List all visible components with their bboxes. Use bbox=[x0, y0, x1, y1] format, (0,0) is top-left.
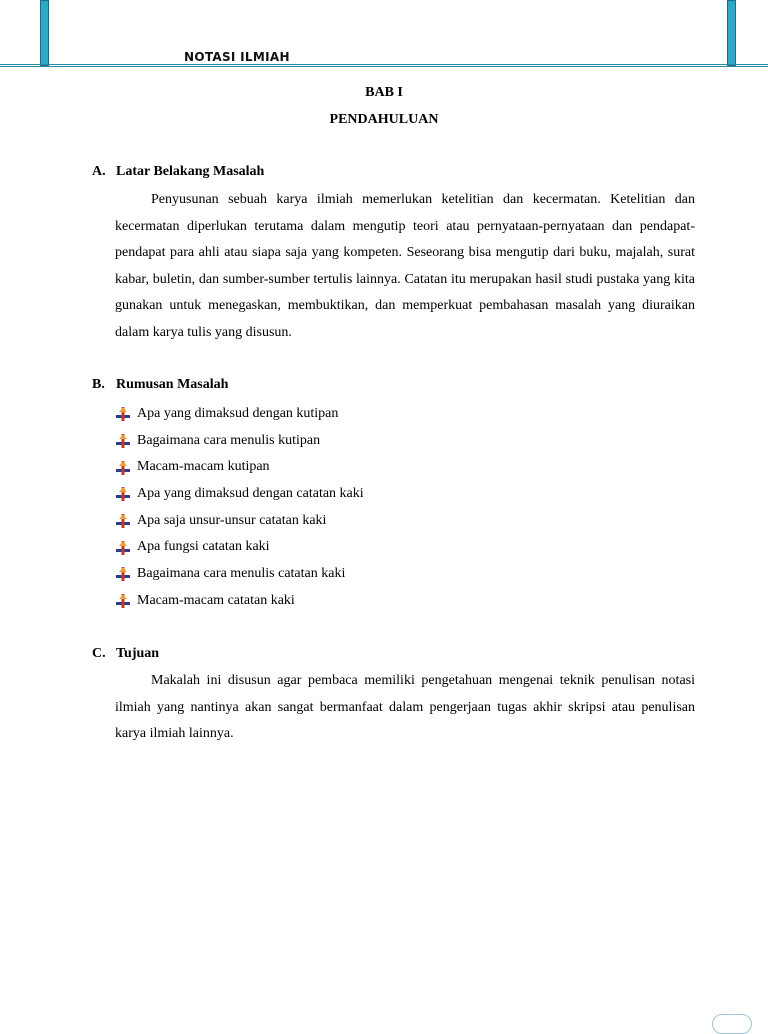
header-left-bar bbox=[40, 0, 49, 66]
section-c-title: Tujuan bbox=[116, 646, 160, 661]
chapter-title: PENDAHULUAN bbox=[329, 112, 439, 127]
list-item: Macam-macam kutipan bbox=[115, 454, 364, 481]
section-c-heading bbox=[92, 646, 159, 662]
arrow-bullet-icon bbox=[115, 460, 131, 476]
section-a-heading bbox=[92, 164, 264, 180]
header-rule-secondary bbox=[0, 66, 768, 67]
arrow-bullet-icon bbox=[115, 566, 131, 582]
arrow-bullet-icon bbox=[115, 406, 131, 422]
page-corner-ornament bbox=[712, 1014, 752, 1034]
arrow-bullet-icon bbox=[115, 513, 131, 529]
section-b-letter: B. bbox=[92, 377, 105, 392]
section-c-text: Makalah ini disusun agar pembaca memiliki pengetahuan mengenai teknik penulisan notasi ilmiah yang nantinya akan sangat bermanfaat dalam pengerjaan tugas akhir skripsi atau penulisan karya ilmiah lainnya. bbox=[115, 673, 695, 742]
list-item: Macam-macam catatan kaki bbox=[115, 588, 364, 615]
arrow-bullet-icon bbox=[115, 540, 131, 556]
section-a-letter: A. bbox=[92, 164, 106, 179]
list-item: Apa yang dimaksud dengan kutipan bbox=[115, 401, 364, 428]
list-item: Apa fungsi catatan kaki bbox=[115, 534, 364, 561]
header-rule bbox=[0, 64, 768, 65]
arrow-bullet-icon bbox=[115, 486, 131, 502]
list-item: Apa saja unsur-unsur catatan kaki bbox=[115, 508, 364, 535]
list-item: Bagaimana cara menulis catatan kaki bbox=[115, 561, 364, 588]
section-c-paragraph bbox=[115, 668, 695, 748]
list-item: Bagaimana cara menulis kutipan bbox=[115, 428, 364, 455]
section-b-heading bbox=[92, 377, 228, 393]
arrow-bullet-icon bbox=[115, 433, 131, 449]
section-a-title: Latar Belakang Masalah bbox=[116, 164, 265, 179]
section-a-paragraph bbox=[115, 187, 695, 347]
problem-list bbox=[115, 401, 364, 615]
section-c-letter: C. bbox=[92, 646, 106, 661]
running-header: NOTASI ILMIAH bbox=[184, 50, 290, 64]
section-b-title: Rumusan Masalah bbox=[116, 377, 229, 392]
list-item: Apa yang dimaksud dengan catatan kaki bbox=[115, 481, 364, 508]
section-a-text: Penyusunan sebuah karya ilmiah memerlukan ketelitian dan kecermatan. Ketelitian dan kecermatan diperlukan terutama dalam mengutip teori atau pernyataan-pernyataan dan pendapat-pendapat para ahli atau siapa saja yang kompeten. Seseorang bisa mengutip dari buku, majalah, surat kabar, buletin, dan sumber-sumber tertulis lainnya. Catatan itu merupakan hasil studi pustaka yang kita gunakan untuk menegaskan, membuktikan, dan memperkuat pembahasan masalah yang diuraikan dalam karya tulis yang disusun. bbox=[115, 192, 695, 340]
chapter-number: BAB I bbox=[365, 85, 403, 100]
header-right-bar bbox=[727, 0, 736, 66]
arrow-bullet-icon bbox=[115, 593, 131, 609]
